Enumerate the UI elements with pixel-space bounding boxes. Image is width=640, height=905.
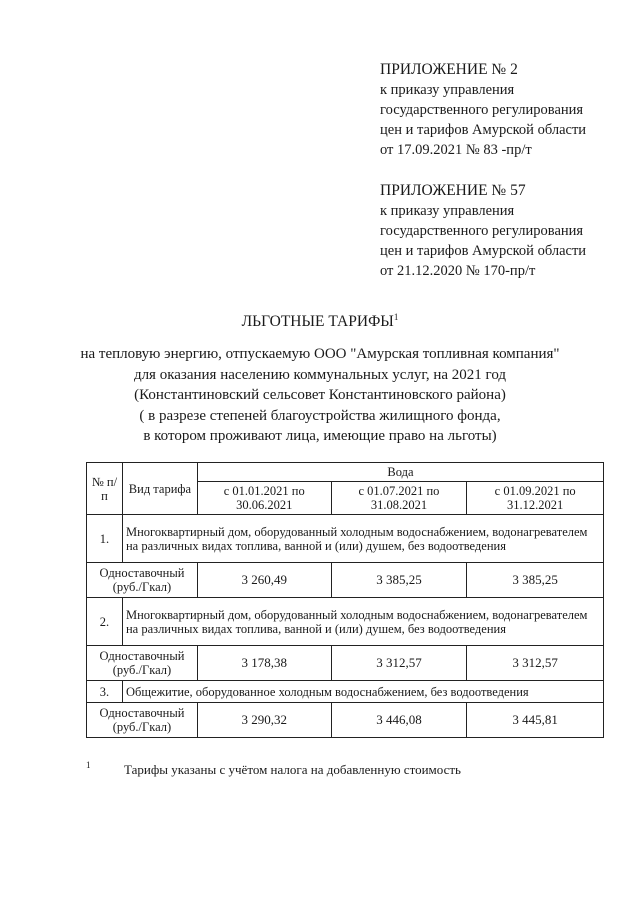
table-row xyxy=(87,646,604,681)
table-row xyxy=(87,563,604,598)
subtitle-line: ( в разрезе степеней благоустройства жилищного фонда, xyxy=(139,407,501,424)
tariff-value: 3 312,57 xyxy=(331,646,467,681)
header-period: с 01.01.2021 по 30.06.2021 xyxy=(197,482,331,515)
section-description: Многоквартирный дом, оборудованный холодным водоснабжением, водонагревателем на различных видах топлива, ванной и (или) душем, без водоотведения xyxy=(122,598,603,646)
attachment-2-line: от 17.09.2021 № 83 -пр/т xyxy=(380,142,532,158)
attachment-2-block xyxy=(380,60,586,160)
tariff-type-cell: Одноставочный (руб./Гкал) xyxy=(87,646,198,681)
footnote-text: Тарифы указаны с учётом налога на добавленную стоимость xyxy=(124,762,461,777)
header-period: с 01.09.2021 по 31.12.2021 xyxy=(467,482,604,515)
tariff-value: 3 385,25 xyxy=(467,563,604,598)
tariff-value: 3 445,81 xyxy=(467,703,604,738)
tariff-value: 3 290,32 xyxy=(197,703,331,738)
header-number: № п/п xyxy=(87,463,123,515)
document-title-text: ЛЬГОТНЫЕ ТАРИФЫ xyxy=(241,313,394,331)
table-header-row xyxy=(87,463,604,482)
section-description: Многоквартирный дом, оборудованный холодным водоснабжением, водонагревателем на различных видах топлива, ванной и (или) душем, без водоотведения xyxy=(122,515,603,563)
section-number: 3. xyxy=(87,681,123,703)
table-section-row xyxy=(87,681,604,703)
tariff-value: 3 446,08 xyxy=(331,703,467,738)
section-number: 1. xyxy=(87,515,123,563)
tariff-value: 3 178,38 xyxy=(197,646,331,681)
tariff-value: 3 260,49 xyxy=(197,563,331,598)
tariff-type-cell: Одноставочный (руб./Гкал) xyxy=(87,563,198,598)
attachment-57-block xyxy=(380,181,586,281)
document-title xyxy=(0,312,640,331)
subtitle-line: (Константиновский сельсовет Константиновского района) xyxy=(134,387,506,403)
header-water: Вода xyxy=(197,463,603,482)
tariff-type-cell: Одноставочный (руб./Гкал) xyxy=(87,703,198,738)
header-period: с 01.07.2021 по 31.08.2021 xyxy=(331,482,467,515)
attachment-57-line: государственного регулирования xyxy=(380,223,584,239)
tariff-value: 3 312,57 xyxy=(467,646,604,681)
tariff-value: 3 385,25 xyxy=(331,563,467,598)
attachment-57-heading: ПРИЛОЖЕНИЕ № 57 xyxy=(380,182,526,199)
subtitle-line: на тепловую энергию, отпускаемую ООО "Амурская топливная компания" xyxy=(80,346,560,362)
header-tariff-type: Вид тарифа xyxy=(122,463,197,515)
tariff-table xyxy=(86,462,604,738)
subtitle-line: в котором проживают лица, имеющие право на льготы) xyxy=(143,428,497,444)
table-section-row xyxy=(87,515,604,563)
section-number: 2. xyxy=(87,598,123,646)
section-description: Общежитие, оборудованное холодным водоснабжением, без водоотведения xyxy=(122,681,603,703)
footnote-mark: 1 xyxy=(86,760,91,770)
table-section-row xyxy=(87,598,604,646)
attachment-57-line: цен и тарифов Амурской области xyxy=(380,243,587,259)
table-row xyxy=(87,703,604,738)
attachment-2-heading: ПРИЛОЖЕНИЕ № 2 xyxy=(380,61,518,78)
subtitle-line: для оказания населению коммунальных услуг, на 2021 год xyxy=(133,366,507,383)
attachment-2-line: государственного регулирования xyxy=(380,102,584,118)
attachment-57-line: к приказу управления xyxy=(380,203,515,219)
document-subtitle xyxy=(60,344,580,447)
attachment-2-line: цен и тарифов Амурской области xyxy=(380,122,587,138)
attachment-2-line: к приказу управления xyxy=(380,82,515,98)
title-footnote-mark: 1 xyxy=(393,312,399,322)
attachment-57-line: от 21.12.2020 № 170-пр/т xyxy=(380,263,536,279)
